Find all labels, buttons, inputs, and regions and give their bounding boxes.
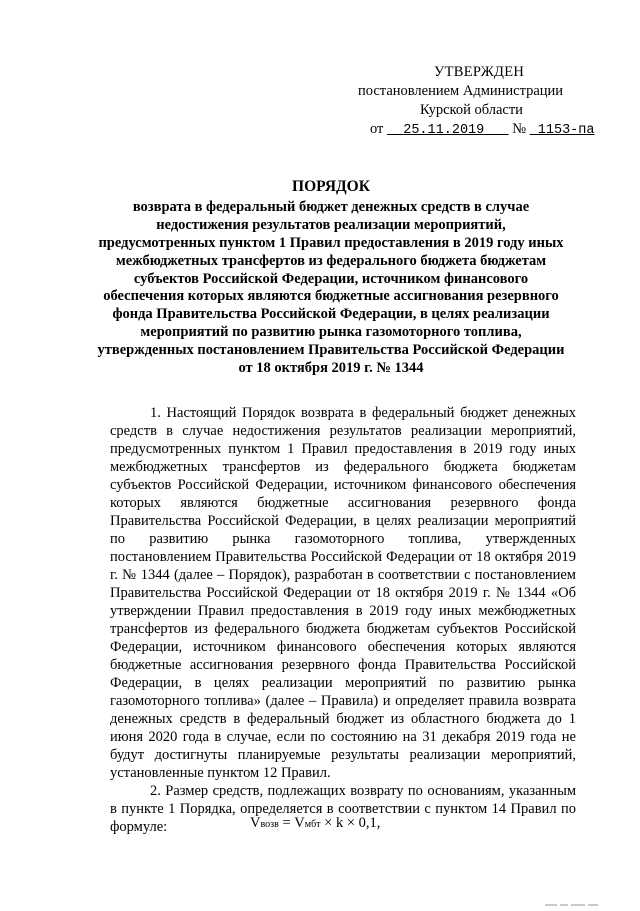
approval-number: 1153-па	[537, 123, 595, 138]
document-body	[110, 404, 576, 836]
approval-issuer: постановлением Администрации	[358, 83, 564, 99]
approval-date: 25.11.2019	[403, 123, 485, 138]
paragraph-1: 1. Настоящий Порядок возврата в федеральный бюджет денежных средств в случае недостижения результатов реализации мероприятий, предусмотренных пунктом 1 Правил предоставления в 2019 году иных межбюджетных трансфертов из федерального бюджета бюджетам субъектов Российской Федерации, источником финансового обеспечения которых являются бюджетные ассигнования резервного фонда Правительства Российской Федерации, в целях реализации мероприятий по развитию рынка газомоторного топлива, утвержденных постановлением Правительства Российской Федерации от 18 октября 2019 г. № 1344 (далее – Порядок), разработан в соответствии с постановлением Правительства Российской Федерации от 18 октября 2019 г. № 1344 «Об утверждении Правил предоставления в 2019 году иных межбюджетных трансфертов из федерального бюджета бюджетам субъектов Российской Федерации, источником финансового обеспечения которых являются бюджетные ассигнования резервного фонда Правительства Российской Федерации, в целях реализации мероприятий по развитию рынка газомоторного топлива» (далее – Правила) и определяет правила возврата денежных средств в федеральный бюджет из областного бюджета до 1 июня 2020 года в случае, если по состоянию на 31 декабря 2019 года не будут достигнуты планируемые результаты реализации мероприятий, установленные пунктом 12 Правил.	[110, 405, 576, 781]
title-line: межбюджетных трансфертов из федерального бюджета бюджетам	[115, 252, 547, 269]
paragraph-2: 2. Размер средств, подлежащих возврату по основаниям, указанным в пункте 1 Порядка, определяется в соответствии с пунктом 14 Правил по формуле:	[110, 783, 576, 835]
title-line: утвержденных постановлением Правительства Российской Федерации	[97, 342, 565, 359]
title-line: возврата в федеральный бюджет денежных средств в случае	[132, 198, 530, 215]
formula: Vвозв = Vмбт × k × 0,1,	[250, 815, 381, 831]
title-line: фонда Правительства Российской Федерации, в целях реализации	[112, 306, 550, 323]
document-title	[70, 178, 592, 378]
title-line: предусмотренных пунктом 1 Правил предоставления в 2019 году иных	[98, 234, 564, 251]
approval-date-number	[330, 120, 595, 140]
approval-title: УТВЕРЖДЕН	[434, 64, 525, 80]
title-line: недостижения результатов реализации мероприятий,	[156, 216, 506, 233]
approval-region: Курской области	[420, 102, 523, 118]
title-line: обеспечения которых являются бюджетные ассигнования резервного	[103, 288, 559, 305]
from-label: от	[370, 121, 384, 137]
page-edge-mark	[545, 893, 605, 896]
number-label: №	[512, 121, 527, 137]
title-line: мероприятий по развитию рынка газомоторного топлива,	[140, 324, 522, 341]
title-main: ПОРЯДОК	[292, 178, 370, 195]
title-line: от 18 октября 2019 г. № 1344	[238, 360, 424, 377]
approval-stamp	[330, 63, 595, 140]
title-line: субъектов Российской Федерации, источником финансового	[133, 270, 529, 287]
